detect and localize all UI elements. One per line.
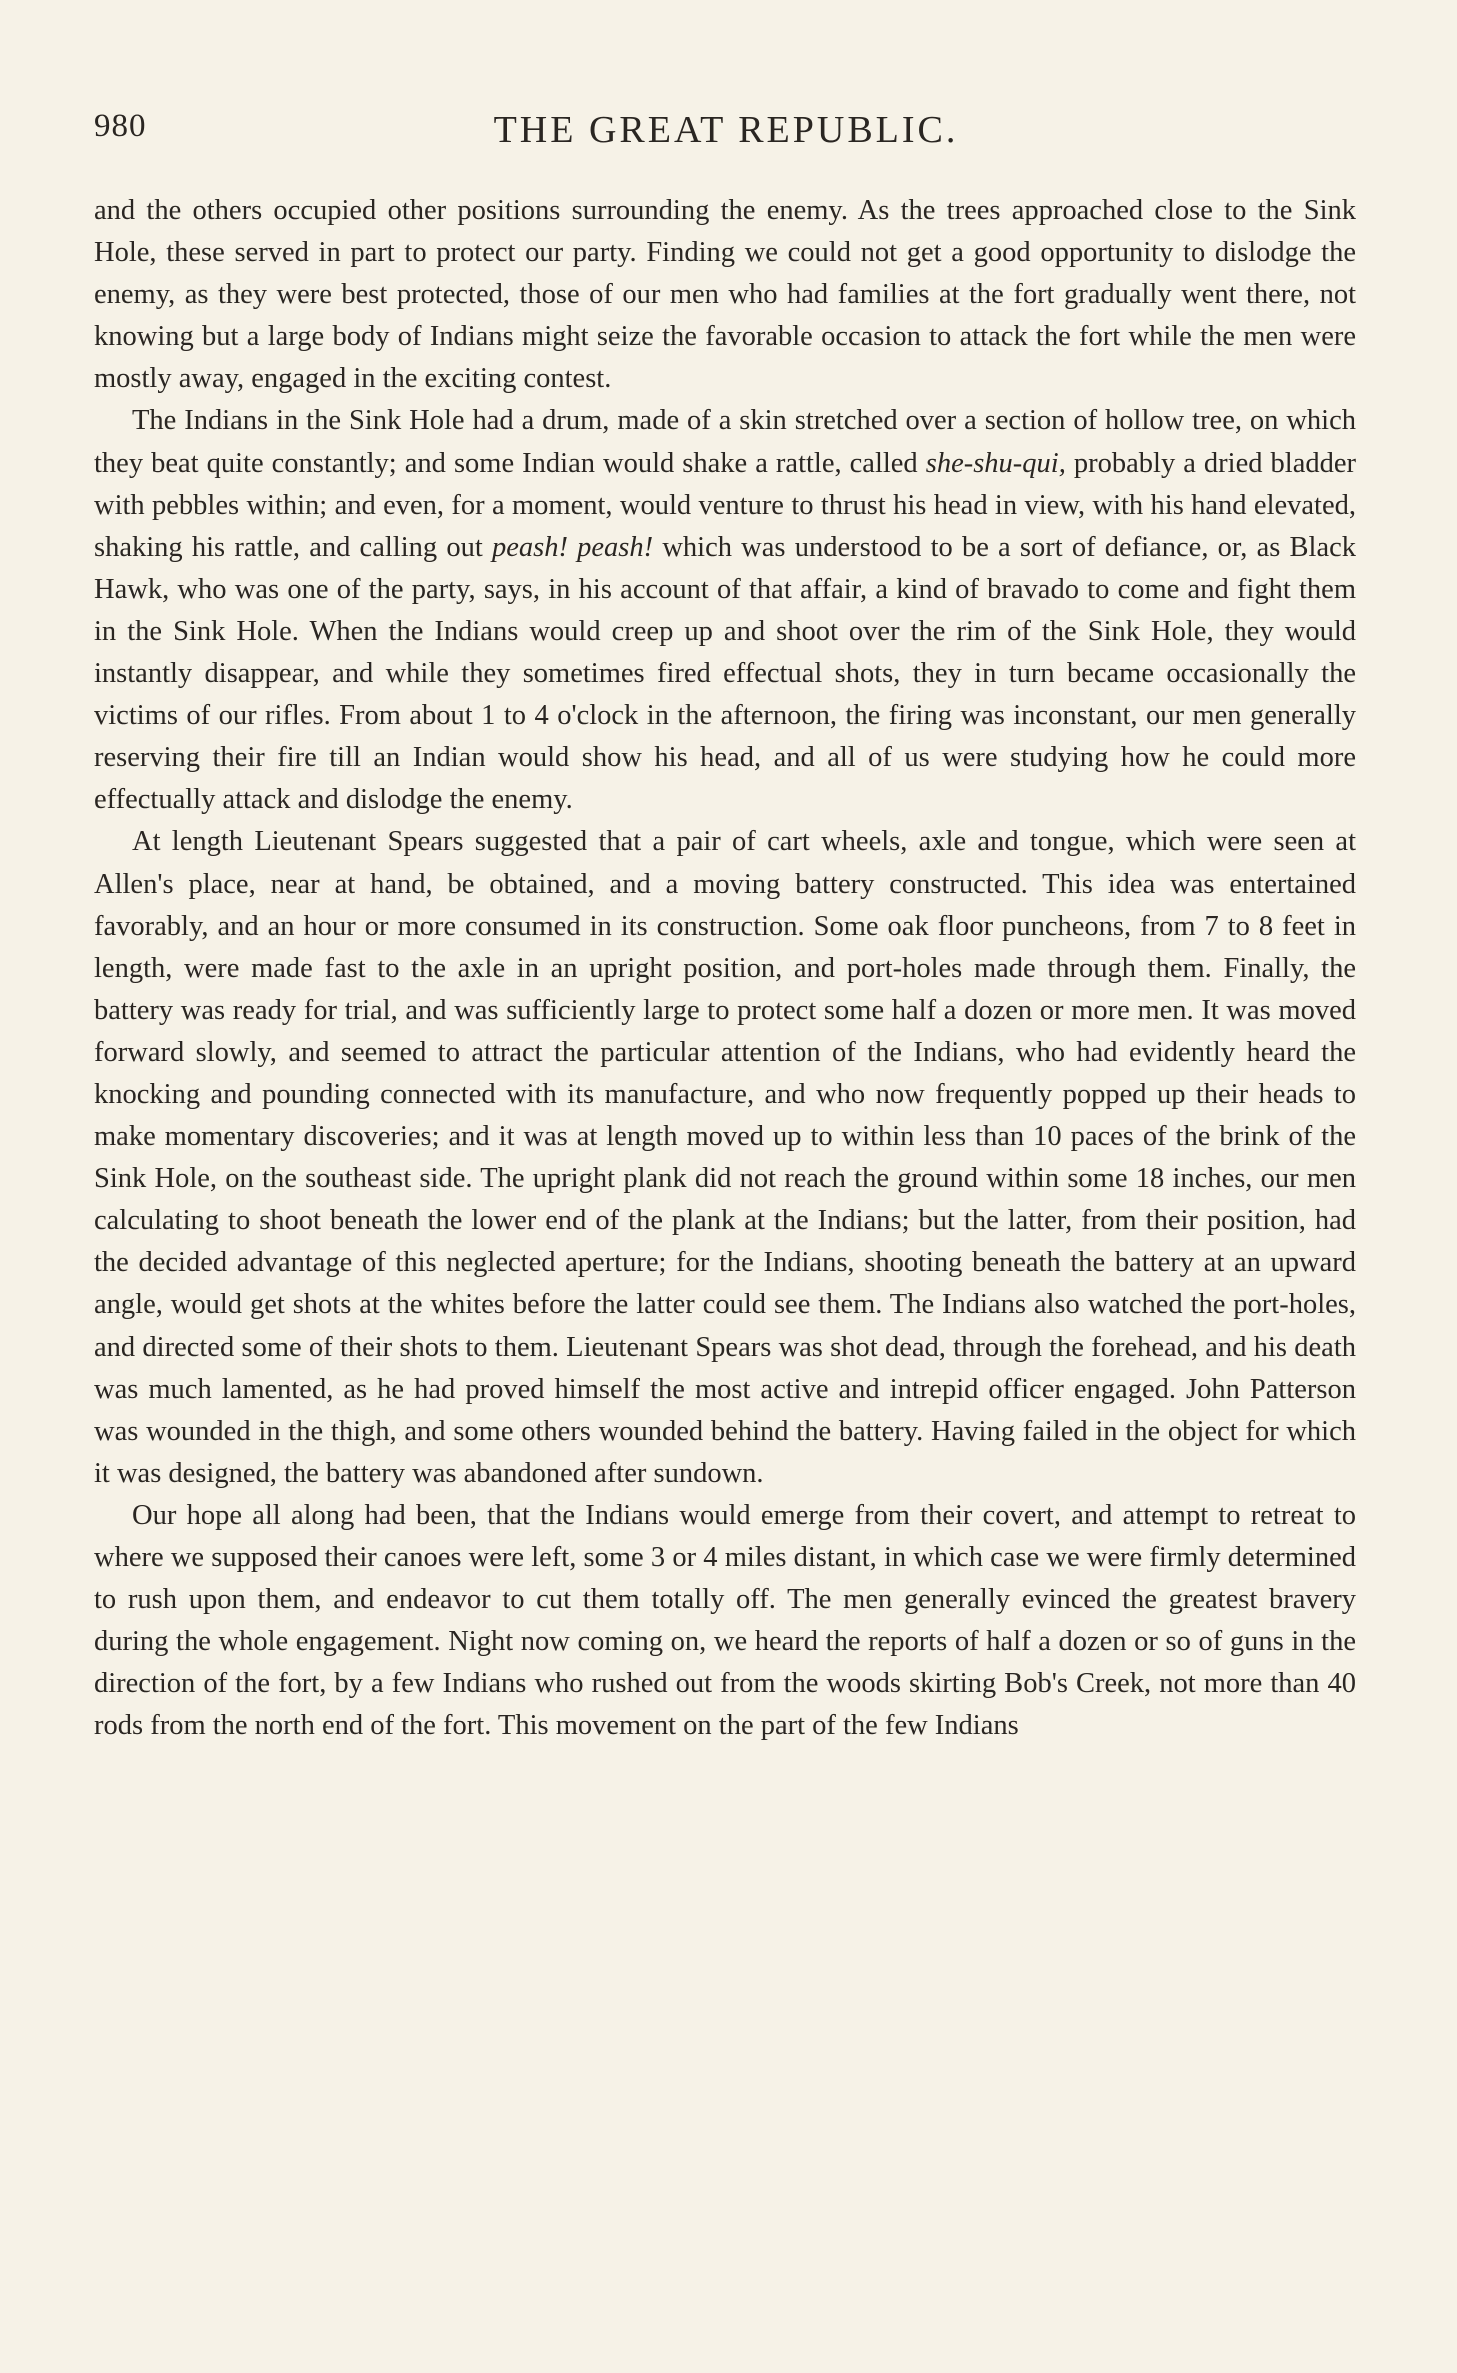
paragraph-2: [94, 400, 1356, 821]
peash-call-italic: peash! peash!: [491, 531, 654, 563]
paragraph-1-text: and the others occupied other positions surrounding the enemy. As the trees approached close to the Sink Hole, these served in part to protect our party. Finding we could not get a good opportunity to dislodge the enemy, as they were best protected, those of our men who had families at the fort gradually went there, not knowing but a large body of Indians might seize the favorable occasion to attack the fort while the men were mostly away, engaged in the exciting contest.: [94, 195, 1356, 395]
paragraph-2-text-b: probably a dried bladder with pebbles within; and even, for a moment, would venture to thrust his head in view, with his hand elevated, shaking his rattle, and calling out: [94, 447, 1356, 563]
paragraph-2-text-a: The Indians in the Sink Hole had a drum, made of a skin stretched over a section of hollow tree, on which they beat quite constantly; and some Indian would shake a rattle, called: [94, 405, 1356, 479]
page-header: [94, 108, 1358, 158]
paragraph-4: [94, 1495, 1356, 1748]
paragraph-3-text: At length Lieutenant Spears suggested that a pair of cart wheels, axle and tongue, which were seen at Allen's place, near at hand, be obtained, and a moving battery constructed. This idea was entertained favorably, and an hour or more consumed in its construction. Some oak floor puncheons, from 7 to 8 feet in length, were made fast to the axle in an upright position, and port-holes made through them. Finally, the battery was ready for trial, and was sufficiently large to protect some half a dozen or more men. It was moved forward slowly, and seemed to attract the particular attention of the Indians, who had evidently heard the knocking and pounding connected with its manufacture, and who now frequently popped up their heads to make momentary discoveries; and it was at length moved up to within less than 10 paces of the brink of the Sink Hole, on the southeast side. The upright plank did not reach the ground within some 18 inches, our men calculating to shoot beneath the lower end of the plank at the Indians; but the latter, from their position, had the decided advantage of this neglected aperture; for the Indians, shooting beneath the battery at an upward angle, would get shots at the whites before the latter could see them. The Indians also watched the port-holes, and directed some of their shots to them. Lieutenant Spears was shot dead, through the forehead, and his death was much lamented, as he had proved himself the most active and intrepid officer engaged. John Patterson was wounded in the thigh, and some others wounded behind the battery. Having failed in the object for which it was designed, the battery was abandoned after sundown.: [94, 826, 1356, 1489]
body-text: [94, 190, 1356, 1747]
paragraph-3: [94, 821, 1356, 1495]
page-number: 980: [94, 108, 147, 144]
rattle-name-italic: she-shu-qui,: [925, 447, 1066, 479]
running-title: THE GREAT REPUBLIC.: [493, 109, 959, 151]
paragraph-2-text-c: which was understood to be a sort of defiance, or, as Black Hawk, who was one of the party, says, in his account of that affair, a kind of bravado to come and fight them in the Sink Hole. When the Indians would creep up and shoot over the rim of the Sink Hole, they would instantly disappear, and while they sometimes fired effectual shots, they in turn became occasionally the victims of our rifles. From about 1 to 4 o'clock in the afternoon, the firing was inconstant, our men generally reserving their fire till an Indian would show his head, and all of us were studying how he could more effectually attack and dislodge the enemy.: [94, 531, 1356, 816]
paragraph-1: [94, 190, 1356, 400]
paragraph-4-text: Our hope all along had been, that the Indians would emerge from their covert, and attempt to retreat to where we supposed their canoes were left, some 3 or 4 miles distant, in which case we were firmly determined to rush upon them, and endeavor to cut them totally off. The men generally evinced the greatest bravery during the whole engagement. Night now coming on, we heard the reports of half a dozen or so of guns in the direction of the fort, by a few Indians who rushed out from the woods skirting Bob's Creek, not more than 40 rods from the north end of the fort. This movement on the part of the few Indians: [94, 1499, 1356, 1742]
